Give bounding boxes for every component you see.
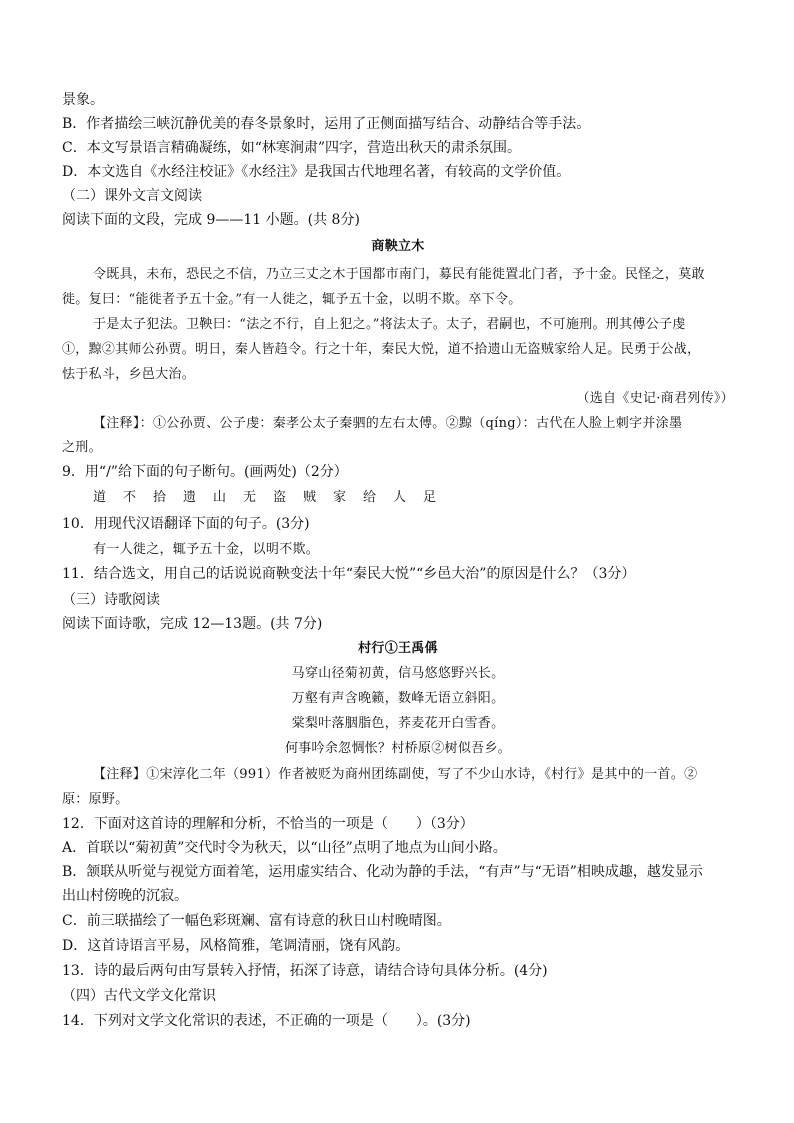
poem-line: 万壑有声含晚籁，数峰无语立斜阳。 xyxy=(291,691,505,706)
option-b: B．作者描绘三峡沉静优美的春冬景象时，运用了正侧面描写结合、动静结合等手法。 xyxy=(62,116,591,132)
instruction: 阅读下面诗歌，完成 12—13题。(共 7分) xyxy=(62,616,323,632)
question-13: 13．诗的最后两句由写景转入抒情，拓深了诗意，请结合诗句具体分析。(4分) xyxy=(62,963,548,979)
sentence-to-punctuate: 道不拾遗山无盗贼家给人足 xyxy=(93,490,454,505)
question-10: 10．用现代汉语翻译下面的句子。(3分) xyxy=(62,516,310,532)
passage-line: 令既具，未布，恐民之不信，乃立三丈之木于国都市南门，募民有能徙置北门者，予十金。民怪之，莫敢 xyxy=(93,267,705,282)
passage-line: 怯于私斗，乡邑大治。 xyxy=(62,367,196,382)
option-b: B．颔联从听觉与视觉方面着笔，运用虚实结合、化动为静的手法，“有声”与“无语”相映成趣，越发显示 xyxy=(62,864,703,880)
poem-title: 村行①王禹偁 xyxy=(358,641,438,656)
passage-line: 徙。复曰：“能徙者予五十金。”有一人徙之，辄予五十金，以明不欺。卒下令。 xyxy=(62,292,522,307)
question-9: 9．用“/”给下面的句子断句。(画两处)（2分） xyxy=(62,464,348,480)
option-c: C．前三联描绘了一幅色彩斑斓、富有诗意的秋日山村晚晴图。 xyxy=(62,913,451,929)
poem-line: 棠梨叶落胭脂色，荞麦花开白雪香。 xyxy=(291,716,505,731)
option-d: D．本文选自《水经注校证》《水经注》是我国古代地理名著，有较高的文学价值。 xyxy=(62,164,571,180)
annotation: 之刑。 xyxy=(62,440,102,455)
option-c: C．本文写景语言精确凝练，如“林寒涧肃”四字，营造出秋天的肃杀氛围。 xyxy=(62,140,522,156)
section-heading: （二）课外文言文阅读 xyxy=(62,188,202,204)
annotation: 原：原野。 xyxy=(62,792,129,807)
annotation: 【注释】①宋淳化二年（991）作者被贬为商州团练副使，写了不少山水诗，《村行》是其中的一首。② xyxy=(93,767,698,782)
option-d: D．这首诗语言平易，风格简雅，笔调清丽，饶有风韵。 xyxy=(62,938,410,954)
instruction: 阅读下面的文段，完成 9——11 小题。(共 8分) xyxy=(62,212,360,228)
option-a: A．首联以“菊初黄”交代时令为秋天，以“山径”点明了地点为山间小路。 xyxy=(62,840,507,856)
question-14: 14．下列对文学文化常识的表述，不正确的一项是（ ）。(3分) xyxy=(62,1013,471,1029)
passage-line: ①，黥②其师公孙贾。明日，秦人皆趋令。行之十年，秦民大悦，道不拾遗山无盗贼家给人足。民勇于公战， xyxy=(62,342,701,357)
poem-line: 马穿山径菊初黄，信马悠悠野兴长。 xyxy=(291,666,505,681)
source-citation: （选自《史记·商君列传》） xyxy=(576,391,734,406)
section-heading: （四）古代文学文化常识 xyxy=(62,988,216,1004)
section-heading: （三）诗歌阅读 xyxy=(62,592,160,608)
annotation: 【注释】：①公孙贾、公子虔：秦孝公太子秦驷的左右太傅。②黥（qíng）：古代在人脸上刺字并涂墨 xyxy=(93,416,683,431)
question-11: 11．结合选文，用自己的话说说商鞅变法十年“秦民大悦”“乡邑大治”的原因是什么？（3分） xyxy=(62,566,636,582)
text-line: 景象。 xyxy=(62,92,104,108)
question-12: 12．下面对这首诗的理解和分析，不恰当的一项是（ ）（3分） xyxy=(62,816,474,832)
option-b-cont: 出山村傍晚的沉寂。 xyxy=(62,888,188,904)
poem-line: 何事吟余忽惆怅？村桥原②树似吾乡。 xyxy=(284,741,512,756)
passage-title: 商鞅立木 xyxy=(371,239,425,254)
sentence-to-translate: 有一人徙之，辄予五十金，以明不欺。 xyxy=(93,542,320,557)
passage-line: 于是太子犯法。卫鞅曰：“法之不行，自上犯之。”将法太子。太子，君嗣也，不可施刑。刑其傅公子虔 xyxy=(93,317,686,332)
